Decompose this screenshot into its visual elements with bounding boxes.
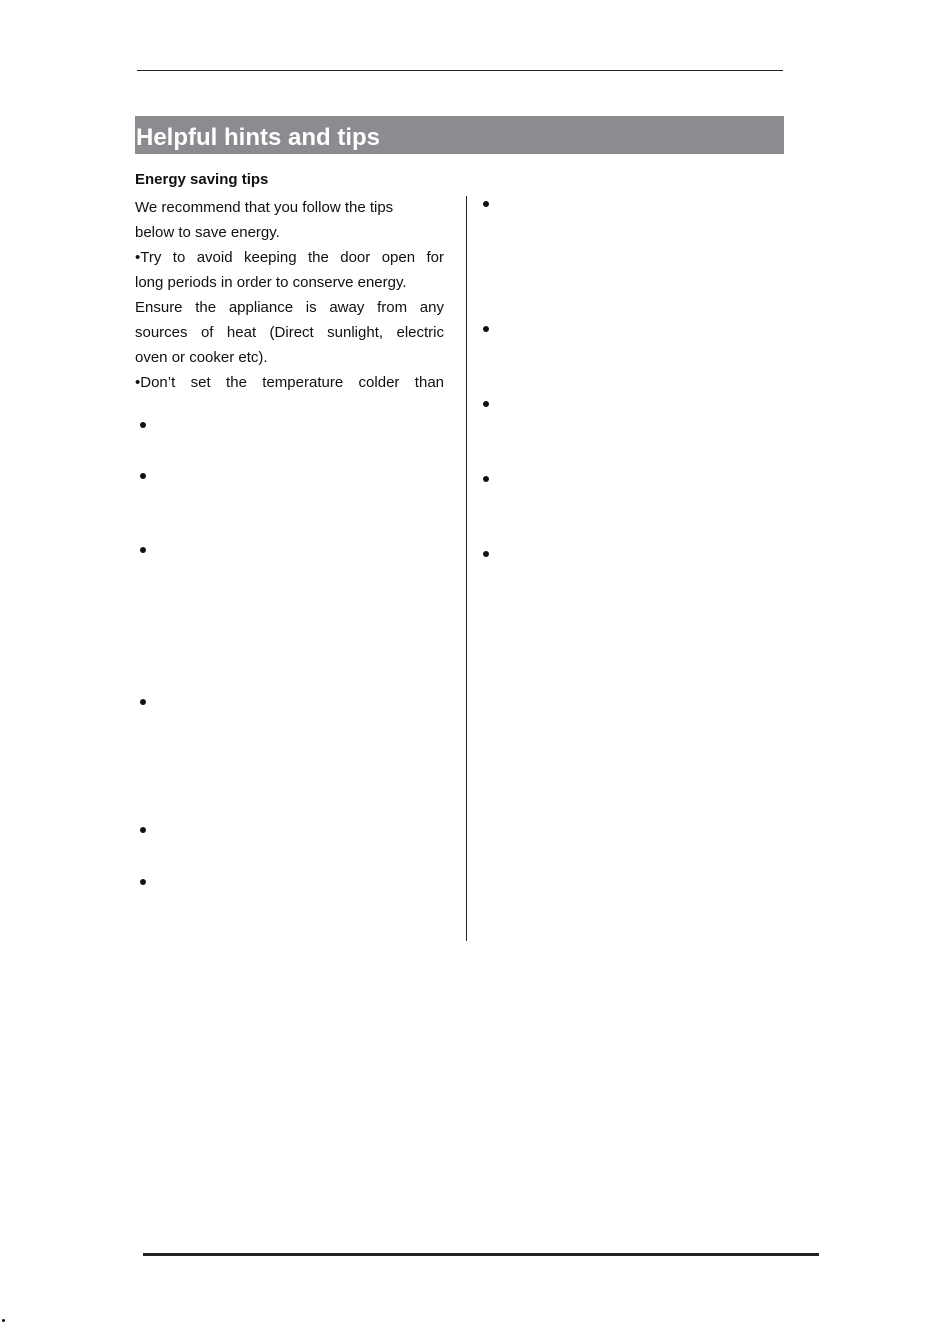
bullet-icon <box>483 551 489 557</box>
bullet-icon <box>140 547 146 553</box>
bullet-icon <box>483 401 489 407</box>
bullet-icon <box>140 422 146 428</box>
page-title: Helpful hints and tips <box>136 124 380 151</box>
tip-door-open <box>135 245 444 295</box>
bullet-icon <box>483 326 489 332</box>
tip-heat-line-2: sources of heat (Direct sunlight, electric <box>135 324 444 341</box>
tip-temperature <box>135 370 444 395</box>
bullet-icon <box>140 879 146 885</box>
section-banner <box>135 116 784 154</box>
left-column <box>135 195 444 395</box>
tip-door-line-2: long periods in order to conserve energy. <box>135 274 407 291</box>
intro-line-1: We recommend that you follow the tips <box>135 199 394 216</box>
tip-heat-line-1: Ensure the appliance is away from any <box>135 299 444 316</box>
bullet-icon <box>140 473 146 479</box>
tip-heat-sources <box>135 295 444 370</box>
corner-mark <box>2 1319 5 1322</box>
intro-line-2: below to save energy. <box>135 224 280 241</box>
footer-rule <box>143 1253 819 1256</box>
tip-temperature-line-1: •Don’t set the temperature colder than <box>135 374 444 391</box>
section-subheading: Energy saving tips <box>135 171 269 188</box>
intro-paragraph <box>135 195 444 245</box>
bullet-icon <box>483 476 489 482</box>
column-divider <box>466 196 467 941</box>
tip-door-line-1: •Try to avoid keeping the door open for <box>135 249 444 266</box>
bullet-icon <box>483 201 489 207</box>
header-rule <box>137 70 783 71</box>
bullet-icon <box>140 827 146 833</box>
bullet-icon <box>140 699 146 705</box>
tip-heat-line-3: oven or cooker etc). <box>135 349 268 366</box>
